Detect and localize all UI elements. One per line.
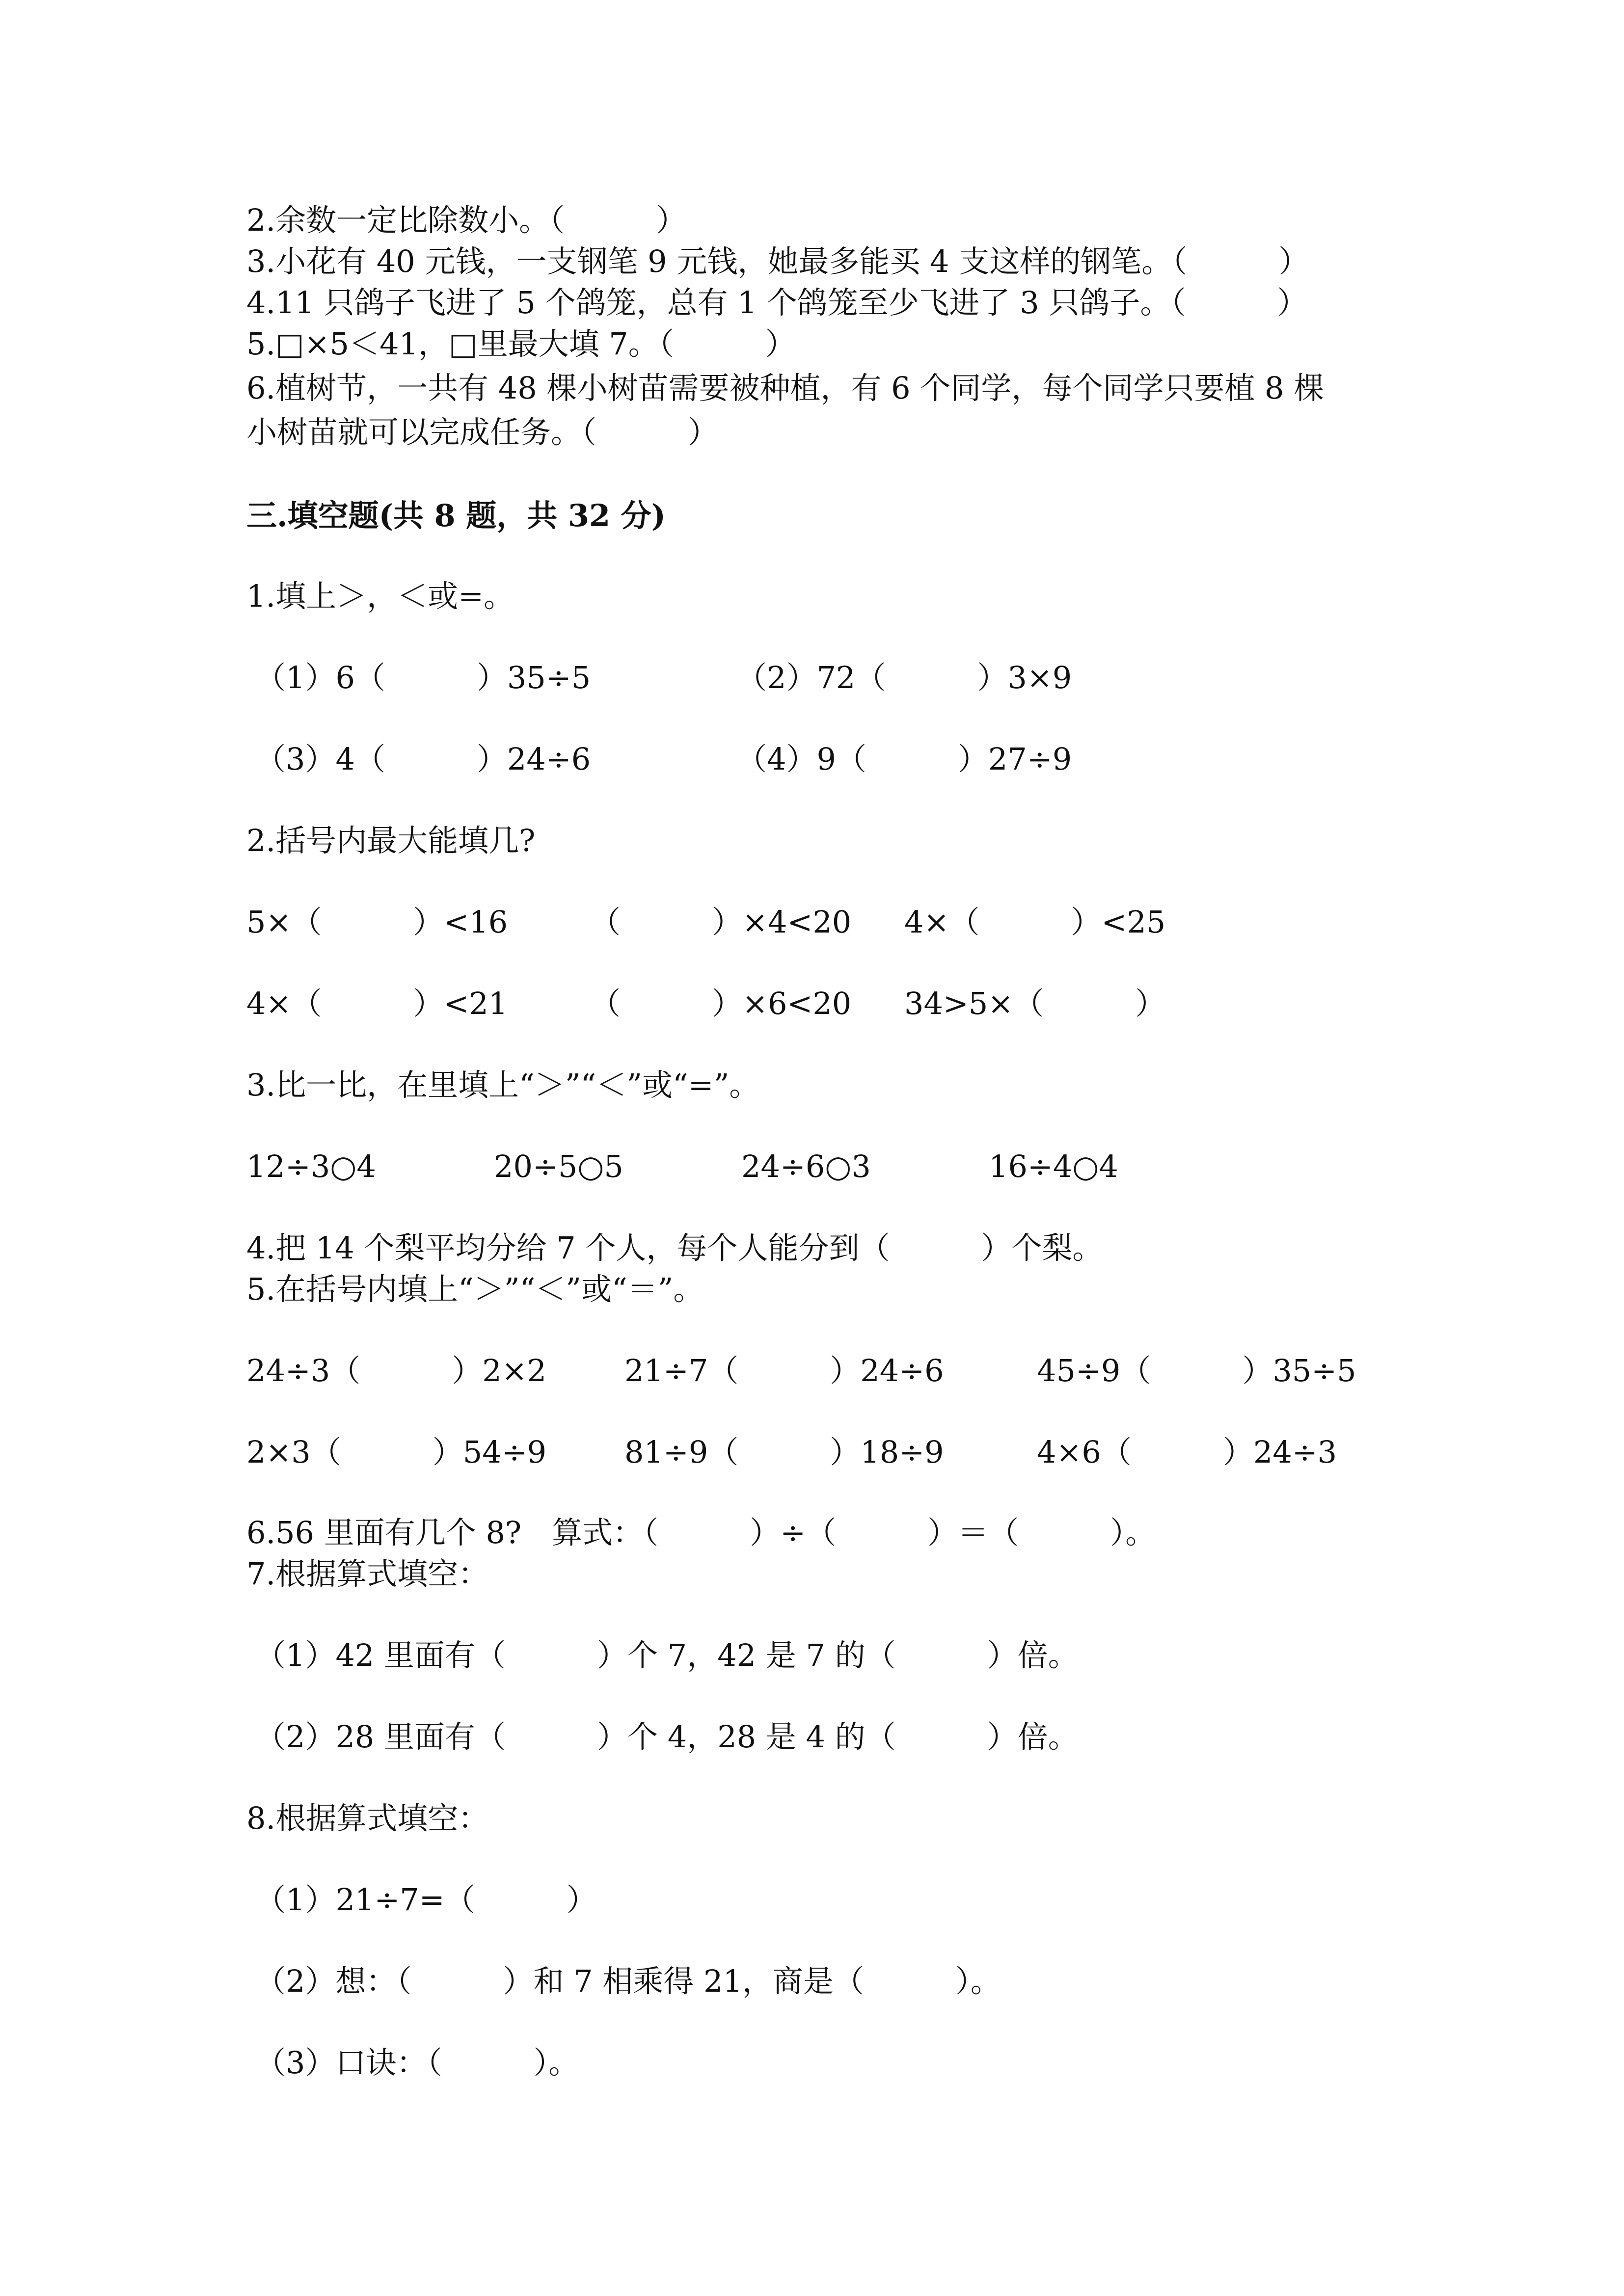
- q4-title: 4.把 14 个梨平均分给 7 个人，每个人能分到（ ）个梨。: [246, 1230, 1103, 1266]
- q3-item-1: 12÷3○4: [246, 1148, 376, 1184]
- q2-item-2: （ ）×4<20: [590, 904, 852, 940]
- q3-item-4: 16÷4○4: [989, 1148, 1118, 1184]
- judgement-item-2: 2.余数一定比除数小。（ ）: [246, 202, 687, 238]
- q2-item-1: 5×（ ）<16: [246, 904, 508, 940]
- judgement-item-6-line1: 6.植树节，一共有 48 棵小树苗需要被种植，有 6 个同学，每个同学只要植 8 棵: [246, 370, 1325, 406]
- q1-item-1: （1）6（ ）35÷5: [255, 660, 591, 695]
- q8-title: 8.根据算式填空：: [246, 1800, 489, 1836]
- q1-title: 1.填上＞，＜或=。: [246, 578, 514, 614]
- q5-item-5: 81÷9（ ）18÷9: [624, 1434, 944, 1470]
- q1-item-2: （2）72（ ）3×9: [736, 660, 1072, 695]
- q7-title: 7.根据算式填空：: [246, 1556, 489, 1592]
- q5-item-1: 24÷3（ ）2×2: [246, 1353, 547, 1388]
- judgement-item-5: 5.□×5＜41，□里最大填 7。（ ）: [246, 326, 796, 362]
- q8-item-3: （3）口诀：（ ）。: [255, 2045, 579, 2081]
- q1-item-4: （4）9（ ）27÷9: [736, 741, 1072, 777]
- q2-item-5: （ ）×6<20: [590, 986, 852, 1021]
- judgement-item-6-line2: 小树苗就可以完成任务。（ ）: [246, 414, 719, 450]
- q2-item-4: 4×（ ）<21: [246, 986, 508, 1021]
- q8-item-1: （1）21÷7=（ ）: [255, 1882, 597, 1918]
- q8-item-2: （2）想：（ ）和 7 相乘得 21，商是（ ）。: [255, 1963, 1001, 1999]
- q3-item-2: 20÷5○5: [494, 1148, 623, 1184]
- q5-title: 5.在括号内填上“＞”“＜”或“＝”。: [246, 1271, 704, 1307]
- judgement-item-3: 3.小花有 40 元钱，一支钢笔 9 元钱，她最多能买 4 支这样的钢笔。（ ）: [246, 243, 1309, 279]
- q2-item-6: 34>5×（ ）: [904, 986, 1166, 1021]
- section-3-title: 三.填空题(共 8 题，共 32 分): [246, 498, 666, 534]
- q1-item-3: （3）4（ ）24÷6: [255, 741, 591, 777]
- q7-item-2: （2）28 里面有（ ）个 4，28 是 4 的（ ）倍。: [255, 1719, 1079, 1755]
- q6-title: 6.56 里面有几个 8? 算式：（ ）÷（ ）＝（ ）。: [246, 1515, 1156, 1550]
- q3-item-3: 24÷6○3: [741, 1148, 871, 1184]
- q5-item-4: 2×3（ ）54÷9: [246, 1434, 547, 1470]
- q5-item-2: 21÷7（ ）24÷6: [624, 1353, 944, 1388]
- q2-item-3: 4×（ ）<25: [904, 904, 1166, 940]
- q5-item-3: 45÷9（ ）35÷5: [1037, 1353, 1356, 1388]
- q2-title: 2.括号内最大能填几?: [246, 823, 536, 858]
- judgement-item-4: 4.11 只鸽子飞进了 5 个鸽笼，总有 1 个鸽笼至少飞进了 3 只鸽子。（ ）: [246, 285, 1308, 320]
- q7-item-1: （1）42 里面有（ ）个 7，42 是 7 的（ ）倍。: [255, 1637, 1079, 1673]
- q3-title: 3.比一比，在里填上“＞”“＜”或“=”。: [246, 1067, 760, 1103]
- q5-item-6: 4×6（ ）24÷3: [1037, 1434, 1337, 1470]
